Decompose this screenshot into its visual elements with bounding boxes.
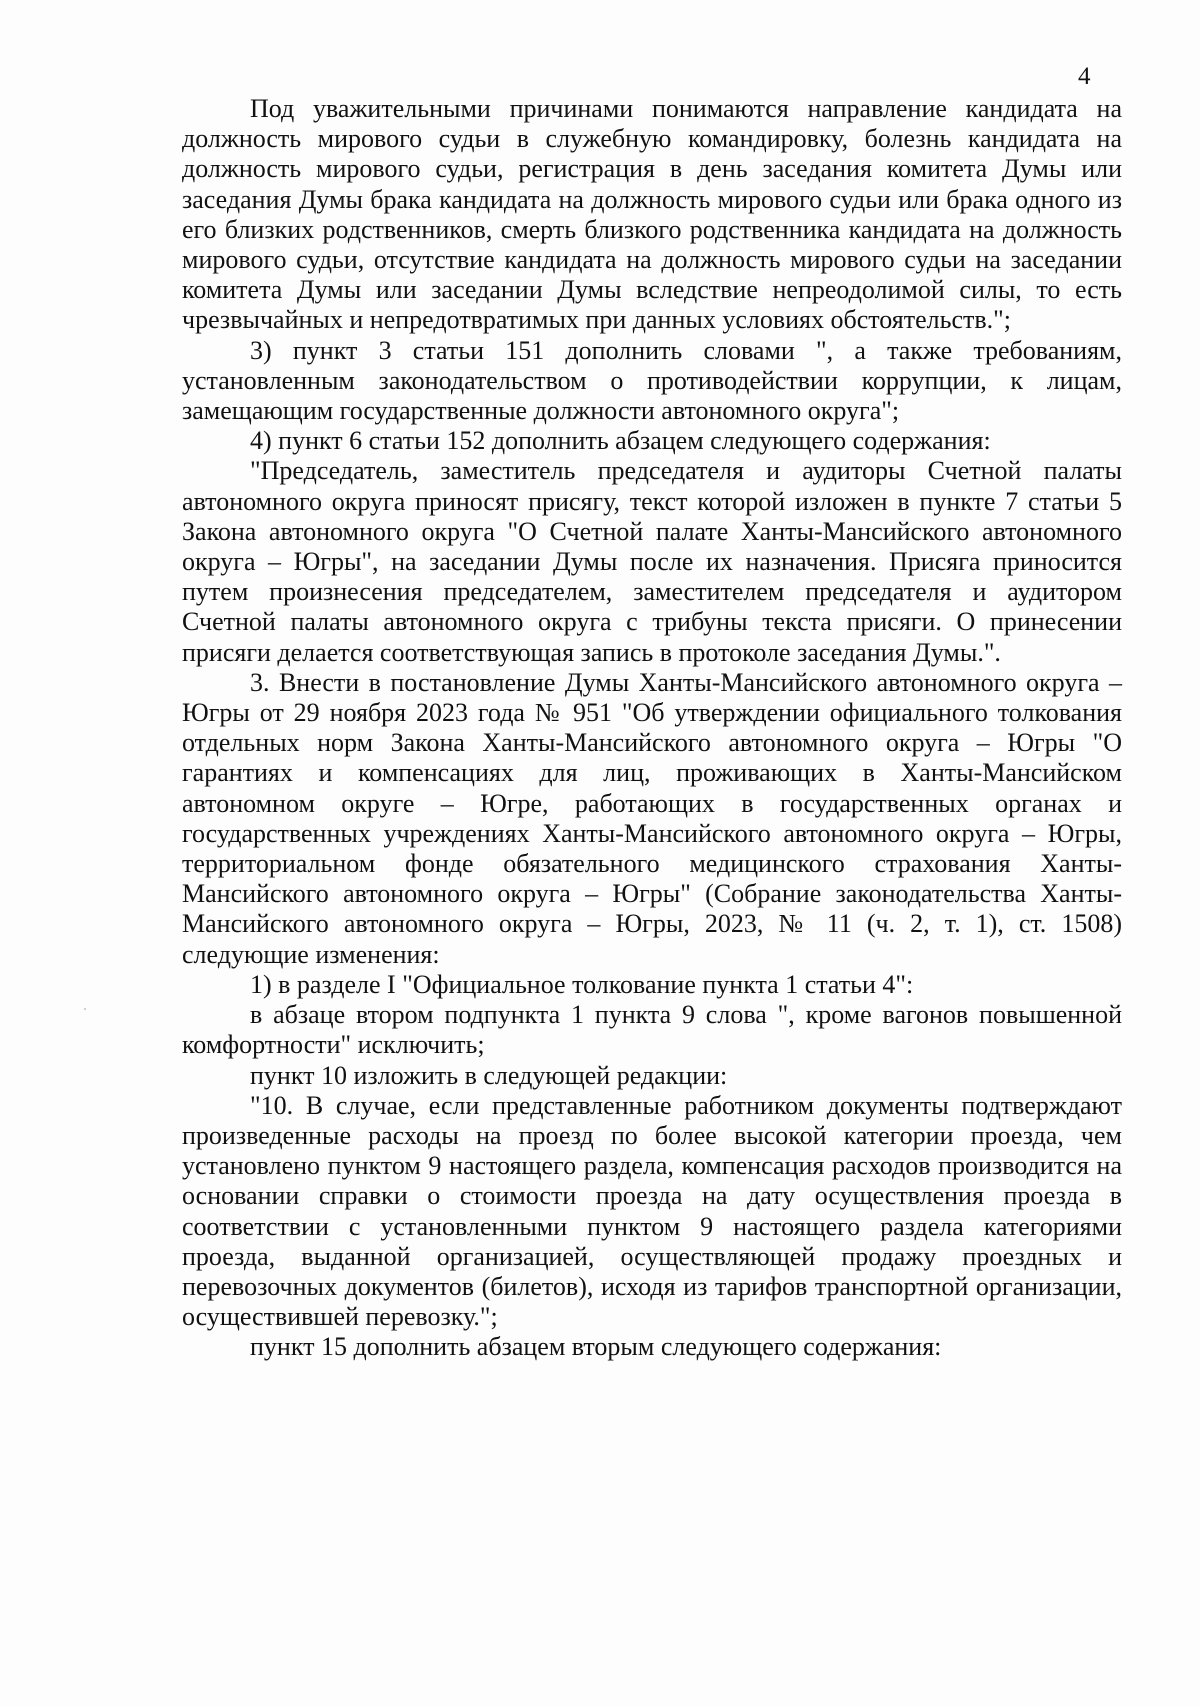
paragraph-item-15-intro: пункт 15 дополнить абзацем вторым следующего содержания:	[250, 1332, 942, 1362]
paragraph-valid-reasons: Под уважительными причинами понимаются направление кандидата на должность мирового судьи в служебную командировку, болезнь кандидата на должность мирового судьи, регистрация в день заседания комитета Думы или заседания Думы брака кандидата на должность мирового судьи или брака одного из его близких родственников, смерть близкого родственника кандидата на должность мирового судьи, отсутствие кандидата на должность мирового судьи на заседании комитета Думы или заседании Думы вследствие непреодолимой силы, то есть чрезвычайных и непредотвратимых при данных условиях обстоятельств.";	[182, 94, 1122, 335]
page-number: 4	[1078, 63, 1091, 90]
paragraph-oath-text: "Председатель, заместитель председателя и аудиторы Счетной палаты автономного округа приносят присягу, текст которой изложен в пункте 7 статьи 5 Закона автономного округа "О Счетной палате Ханты-Мансийского автономного округа – Югры", на заседании Думы после их назначения. Присяга приносится путем произнесения председателем, заместителем председателя и аудитором Счетной палаты автономного округа с трибуны текста присяги. О принесении присяги делается соответствующая запись в протоколе заседания Думы.".	[182, 456, 1122, 667]
paragraph-second-abzac: в абзаце втором подпункта 1 пункта 9 слова ", кроме вагонов повышенной комфортности" исключить;	[182, 1000, 1122, 1060]
paragraph-section-3: 3. Внести в постановление Думы Ханты-Мансийского автономного округа – Югры от 29 ноября 2023 года № 951 "Об утверждении официального толкования отдельных норм Закона Ханты-Мансийского автономного округа – Югры "О гарантиях и компенсациях для лиц, проживающих в Ханты-Мансийском автономном округе – Югре, работающих в государственных органах и государственных учреждениях Ханты-Мансийского автономного округа – Югры, территориальном фонде обязательного медицинского страхования Ханты-Мансийского автономного округа – Югры" (Собрание законодательства Ханты-Мансийского автономного округа – Югры, 2023, № 11 (ч. 2, т. 1), ст. 1508) следующие изменения:	[182, 667, 1122, 969]
paragraph-item-4: 4) пункт 6 статьи 152 дополнить абзацем следующего содержания:	[250, 426, 991, 456]
paragraph-item-3: 3) пункт 3 статьи 151 дополнить словами ", а также требованиям, установленным законодательством о противодействии коррупции, к лицам, замещающим государственные должности автономного округа";	[182, 335, 1122, 426]
scan-speck	[84, 1008, 86, 1010]
document-body	[182, 94, 1122, 1363]
paragraph-item-10-text: "10. В случае, если представленные работником документы подтверждают произведенные расходы на проезд по более высокой категории проезда, чем установлено пунктом 9 настоящего раздела, компенсация расходов производится на основании справки о стоимости проезда на дату осуществления проезда в соответствии с установленными пунктом 9 настоящего раздела категориями проезда, выданной организацией, осуществляющей продажу проездных и перевозочных документов (билетов), исходя из тарифов транспортной организации, осуществившей перевозку.";	[182, 1090, 1122, 1332]
paragraph-item-10-intro: пункт 10 изложить в следующей редакции:	[250, 1060, 728, 1090]
paragraph-subitem-1: 1) в разделе I "Официальное толкование пункта 1 статьи 4":	[250, 969, 914, 999]
